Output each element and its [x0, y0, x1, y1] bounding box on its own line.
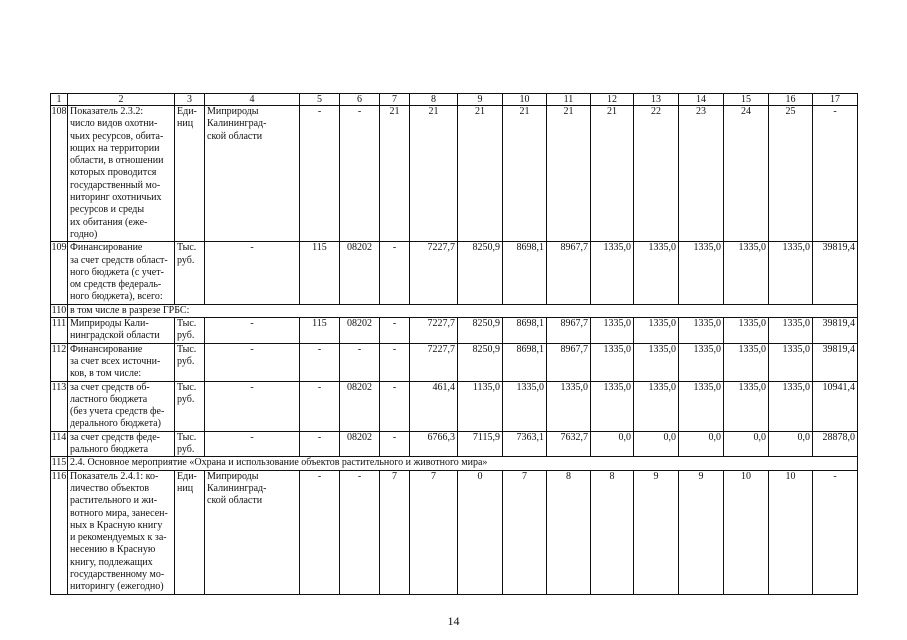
- unit-cell: Тыс. руб.: [175, 343, 205, 381]
- value-cell: 1335,0: [724, 242, 769, 304]
- value-cell: 08202: [340, 318, 380, 344]
- value-cell: 1335,0: [591, 381, 634, 431]
- grbs-cell: -: [205, 343, 300, 381]
- value-cell: 39819,4: [813, 242, 858, 304]
- value-cell: 1335,0: [679, 318, 724, 344]
- value-cell: 7363,1: [503, 431, 547, 457]
- section-title: в том числе в разрезе ГРБС:: [68, 304, 858, 317]
- column-header: 5: [300, 94, 340, 106]
- row-number: 114: [51, 431, 68, 457]
- value-cell: 8698,1: [503, 343, 547, 381]
- value-cell: 9: [679, 470, 724, 594]
- column-header: 2: [68, 94, 175, 106]
- value-cell: 8967,7: [547, 343, 591, 381]
- value-cell: 1335,0: [769, 381, 813, 431]
- value-cell: -: [340, 470, 380, 594]
- row-number: 108: [51, 106, 68, 242]
- value-cell: 1335,0: [769, 242, 813, 304]
- value-cell: 1335,0: [634, 242, 679, 304]
- indicator-name: за счет средств феде- рального бюджета: [68, 431, 175, 457]
- value-cell: 8250,9: [458, 242, 503, 304]
- column-header: 4: [205, 94, 300, 106]
- row-number: 112: [51, 343, 68, 381]
- value-cell: 9: [634, 470, 679, 594]
- value-cell: 1335,0: [591, 318, 634, 344]
- grbs-cell: -: [205, 381, 300, 431]
- value-cell: 10: [769, 470, 813, 594]
- table-row: [51, 470, 858, 594]
- table-row: [51, 343, 858, 381]
- value-cell: 461,4: [410, 381, 458, 431]
- value-cell: 08202: [340, 431, 380, 457]
- column-header: 1: [51, 94, 68, 106]
- column-header: 8: [410, 94, 458, 106]
- value-cell: 1335,0: [634, 381, 679, 431]
- value-cell: 1335,0: [724, 381, 769, 431]
- grbs-cell: Миприроды Калининград- ской области: [205, 106, 300, 242]
- table-row: [51, 381, 858, 431]
- value-cell: 08202: [340, 381, 380, 431]
- row-number: 110: [51, 304, 67, 316]
- value-cell: 115: [300, 242, 340, 304]
- value-cell: 21: [503, 106, 547, 242]
- column-header: 17: [813, 94, 858, 106]
- value-cell: 1335,0: [591, 343, 634, 381]
- value-cell: 7: [503, 470, 547, 594]
- value-cell: 25: [769, 106, 813, 242]
- table-row: [51, 304, 858, 317]
- value-cell: -: [380, 431, 410, 457]
- column-header: 15: [724, 94, 769, 106]
- value-cell: 8: [547, 470, 591, 594]
- value-cell: 21: [410, 106, 458, 242]
- value-cell: -: [340, 343, 380, 381]
- value-cell: 1335,0: [679, 343, 724, 381]
- value-cell: 0,0: [679, 431, 724, 457]
- row-number: 111: [51, 318, 68, 344]
- row-number: 113: [51, 381, 68, 431]
- value-cell: 39819,4: [813, 343, 858, 381]
- column-header: 11: [547, 94, 591, 106]
- value-cell: 8967,7: [547, 318, 591, 344]
- row-number: 109: [51, 242, 68, 304]
- value-cell: 24: [724, 106, 769, 242]
- table-row: [51, 106, 858, 242]
- value-cell: 6766,3: [410, 431, 458, 457]
- row-number: 116: [51, 470, 68, 594]
- value-cell: 115: [300, 318, 340, 344]
- table-row: [51, 431, 858, 457]
- indicator-name: за счет средств об- ластного бюджета (без учета средств фе- дерального бюджета): [68, 381, 175, 431]
- value-cell: 0,0: [591, 431, 634, 457]
- value-cell: -: [380, 343, 410, 381]
- indicator-name: Миприроды Кали- нинградской области: [68, 318, 175, 344]
- value-cell: -: [300, 343, 340, 381]
- value-cell: 28878,0: [813, 431, 858, 457]
- header-row: [51, 94, 858, 106]
- value-cell: 1335,0: [591, 242, 634, 304]
- value-cell: 7: [410, 470, 458, 594]
- value-cell: 0,0: [634, 431, 679, 457]
- table-row: [51, 457, 858, 470]
- unit-cell: Еди- ниц: [175, 470, 205, 594]
- indicator-name: Финансирование за счет всех источни- ков, в том числе:: [68, 343, 175, 381]
- column-header: 16: [769, 94, 813, 106]
- value-cell: 0: [458, 470, 503, 594]
- value-cell: 8: [591, 470, 634, 594]
- indicator-name: Показатель 2.3.2: число видов охотни- чьих ресурсов, обита- ющих на территории области, в отношении которых проводится государственный мо- ниторинг охотничьих ресурсов и среды их обитания (еже- годно): [68, 106, 175, 242]
- unit-cell: Тыс. руб.: [175, 242, 205, 304]
- value-cell: -: [813, 106, 858, 242]
- value-cell: 1335,0: [769, 343, 813, 381]
- grbs-cell: -: [205, 431, 300, 457]
- column-header: 10: [503, 94, 547, 106]
- row-number: 115: [51, 457, 67, 469]
- value-cell: -: [380, 381, 410, 431]
- value-cell: 10: [724, 470, 769, 594]
- value-cell: 1335,0: [679, 242, 724, 304]
- data-table: [50, 93, 858, 595]
- value-cell: 8698,1: [503, 318, 547, 344]
- value-cell: 1335,0: [634, 343, 679, 381]
- unit-cell: Тыс. руб.: [175, 381, 205, 431]
- grbs-cell: -: [205, 318, 300, 344]
- value-cell: 7115,9: [458, 431, 503, 457]
- value-cell: 1335,0: [724, 318, 769, 344]
- table-row: [51, 242, 858, 304]
- value-cell: 1335,0: [724, 343, 769, 381]
- grbs-cell: Миприроды Калининград- ской области: [205, 470, 300, 594]
- value-cell: 22: [634, 106, 679, 242]
- value-cell: 21: [591, 106, 634, 242]
- value-cell: 10941,4: [813, 381, 858, 431]
- value-cell: 8250,9: [458, 343, 503, 381]
- value-cell: -: [300, 470, 340, 594]
- value-cell: 0,0: [769, 431, 813, 457]
- unit-cell: Еди- ниц: [175, 106, 205, 242]
- unit-cell: Тыс. руб.: [175, 431, 205, 457]
- value-cell: 1335,0: [503, 381, 547, 431]
- value-cell: 21: [458, 106, 503, 242]
- value-cell: -: [380, 242, 410, 304]
- column-header: 7: [380, 94, 410, 106]
- value-cell: -: [300, 381, 340, 431]
- value-cell: 7227,7: [410, 242, 458, 304]
- page-number: 14: [447, 614, 460, 628]
- table-row: [51, 318, 858, 344]
- value-cell: 08202: [340, 242, 380, 304]
- column-header: 3: [175, 94, 205, 106]
- value-cell: 21: [547, 106, 591, 242]
- column-header: 9: [458, 94, 503, 106]
- column-header: 14: [679, 94, 724, 106]
- value-cell: 7227,7: [410, 343, 458, 381]
- value-cell: 1335,0: [547, 381, 591, 431]
- column-header: 6: [340, 94, 380, 106]
- value-cell: -: [813, 470, 858, 594]
- value-cell: 21: [380, 106, 410, 242]
- indicator-name: Финансирование за счет средств област- ного бюджета (с учет- ом средств федераль- ного бюджета), всего:: [68, 242, 175, 304]
- value-cell: 1135,0: [458, 381, 503, 431]
- value-cell: -: [300, 106, 340, 242]
- column-header: 12: [591, 94, 634, 106]
- indicator-name: Показатель 2.4.1: ко- личество объектов растительного и жи- вотного мира, занесен- ных в Красную книгу и рекомендуемых к за- несению в Красную книгу, подлежащих государственному мо- ниторингу (ежегодно): [68, 470, 175, 594]
- value-cell: -: [300, 431, 340, 457]
- value-cell: 7632,7: [547, 431, 591, 457]
- value-cell: 7227,7: [410, 318, 458, 344]
- section-title: 2.4. Основное мероприятие «Охрана и использование объектов растительного и животного мира»: [68, 457, 858, 470]
- value-cell: 8967,7: [547, 242, 591, 304]
- column-header: 13: [634, 94, 679, 106]
- value-cell: 7: [380, 470, 410, 594]
- unit-cell: Тыс. руб.: [175, 318, 205, 344]
- value-cell: 23: [679, 106, 724, 242]
- value-cell: 1335,0: [679, 381, 724, 431]
- value-cell: 1335,0: [769, 318, 813, 344]
- value-cell: -: [340, 106, 380, 242]
- value-cell: 8698,1: [503, 242, 547, 304]
- grbs-cell: -: [205, 242, 300, 304]
- value-cell: 1335,0: [634, 318, 679, 344]
- value-cell: -: [380, 318, 410, 344]
- value-cell: 0,0: [724, 431, 769, 457]
- value-cell: 8250,9: [458, 318, 503, 344]
- value-cell: 39819,4: [813, 318, 858, 344]
